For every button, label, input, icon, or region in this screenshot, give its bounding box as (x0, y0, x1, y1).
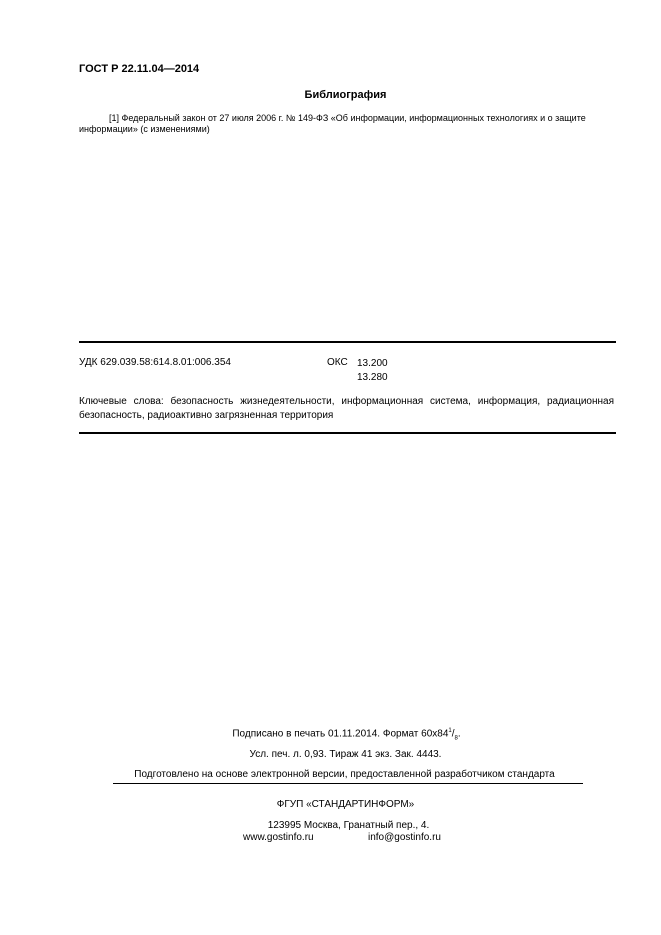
oks-code: 13.280 (357, 372, 388, 383)
print-run: Усл. печ. л. 0,93. Тираж 41 экз. Зак. 4443. (249, 749, 442, 760)
keywords: Ключевые слова: безопасность жизнедеятельности, информационная система, информация, радиационная безопасность, радиоактивно загрязненная территория (79, 396, 614, 421)
divider-thin (113, 783, 583, 784)
oks-codes (357, 357, 388, 385)
signed-text: Подписано в печать 01.11.2014. Формат 60х84 (232, 728, 449, 740)
bibliography-title: Библиография (304, 89, 387, 101)
oks-label: ОКС (327, 357, 348, 368)
email-link[interactable]: info@gostinfo.ru (368, 832, 441, 843)
publisher: ФГУП «СТАНДАРТИНФОРМ» (276, 799, 415, 810)
signed-for-print: Подписано в печать 01.11.2014. Формат $60х84^1/_8$. (232, 728, 461, 742)
format-denominator: 8 (454, 735, 458, 742)
udc-code: УДК 629.039.58:614.8.01:006.354 (79, 357, 231, 368)
format-numerator: 1 (448, 728, 452, 734)
divider-top (79, 341, 616, 343)
oks-code: 13.200 (357, 358, 388, 369)
publisher-address: 123995 Москва, Гранатный пер., 4. (267, 820, 430, 831)
divider-bottom (79, 432, 616, 434)
website-link[interactable]: www.gostinfo.ru (243, 832, 314, 843)
bibliography-entry: [1] Федеральный закон от 27 июля 2006 г. № 149-ФЗ «Об информации, информационных технологиях и о защите информации» (с изменениями) (79, 113, 586, 134)
document-code: ГОСТ Р 22.11.04—2014 (79, 63, 200, 75)
signed-suffix: . (457, 728, 461, 740)
prepared-note: Подготовлено на основе электронной версии, предоставленной разработчиком стандарта (134, 769, 555, 780)
